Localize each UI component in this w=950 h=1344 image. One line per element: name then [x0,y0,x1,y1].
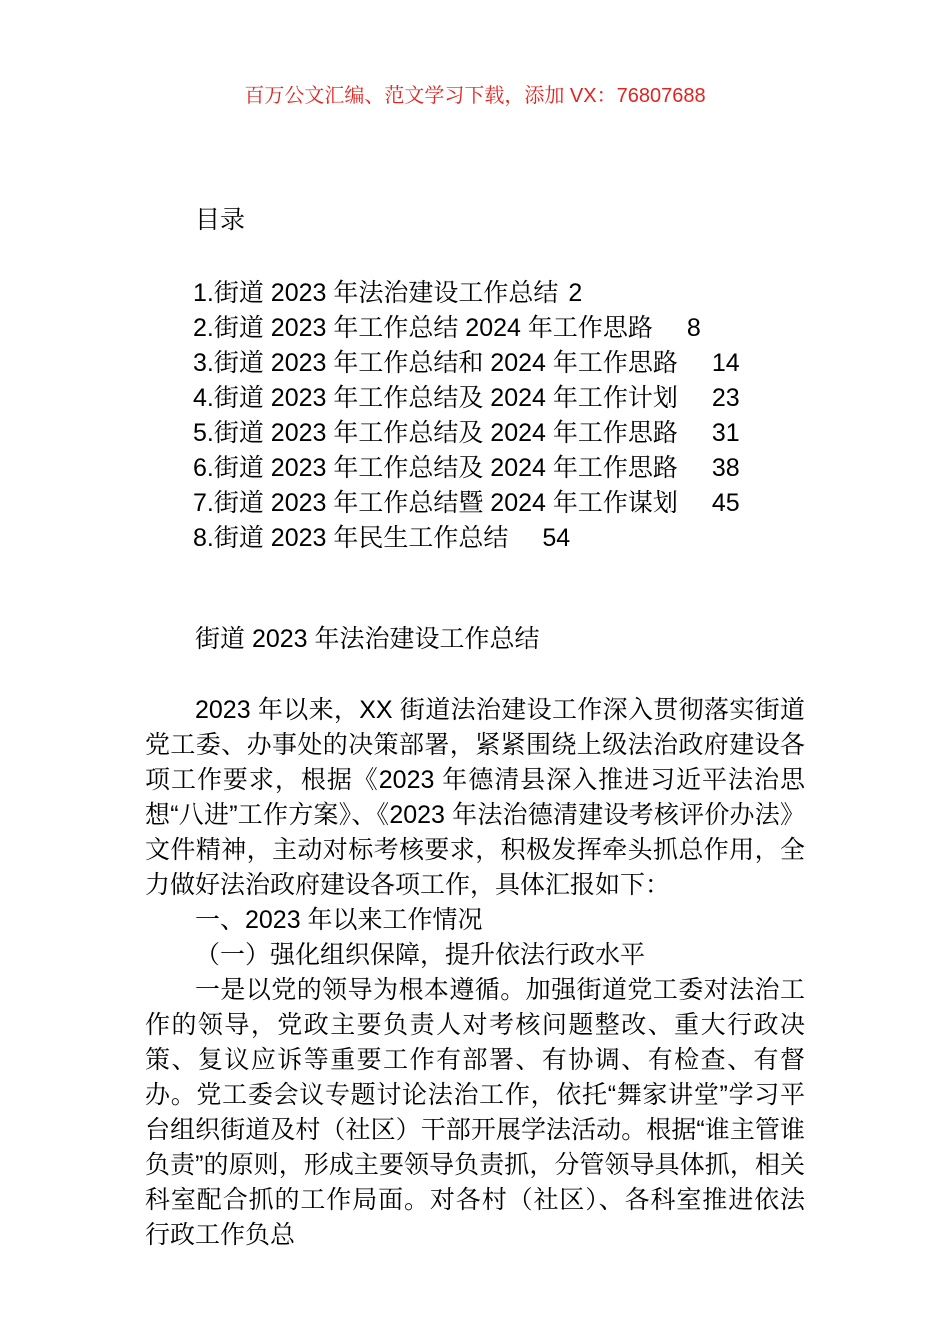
toc-entry-label: 4.街道 2023 年工作总结及 2024 年工作计划 [193,384,678,412]
toc-entry [145,381,805,416]
document-content [145,0,805,1253]
toc-entry [145,486,805,521]
toc-entry-page: 31 [711,419,740,447]
toc-entry [145,346,805,381]
body-paragraph: 一是以党的领导为根本遵循。加强街道党工委对法治工作的领导，党政主要负责人对考核问题整改、重大行政决策、复议应诉等重要工作有部署、有协调、有检查、有督办。党工委会议专题讨论法治工作，依托“舞家讲堂”学习平台组织街道及村（社区）干部开展学法活动。根据“谁主管谁负责”的原则，形成主要领导负责抓，分管领导具体抓，相关科室配合抓的工作局面。对各村（社区）、各科室推进依法行政工作负总 [145,976,805,1249]
toc-entry [145,276,805,311]
toc-entry-page: 8 [686,314,701,342]
toc-entry-label: 7.街道 2023 年工作总结暨 2024 年工作谋划 [193,489,678,517]
toc-entry-page: 23 [711,384,740,412]
document-title: 街道 2023 年法治建设工作总结 [195,625,540,653]
toc-entry-label: 2.街道 2023 年工作总结 2024 年工作思路 [193,314,653,342]
subsection-heading: （一）强化组织保障，提升依法行政水平 [195,941,646,969]
toc-entry [145,451,805,486]
toc-entry-page: 2 [568,279,583,307]
toc-entry-page: 45 [711,489,740,517]
section-heading: 一、2023 年以来工作情况 [195,906,483,934]
intro-paragraph: 2023 年以来，XX 街道法治建设工作深入贯彻落实街道党工委、办事处的决策部署，紧紧围绕上级法治政府建设各项工作要求，根据《2023 年德清县深入推进习近平法治思想“八进”工作方案》、《2023 年法治德清建设考核评价办法》文件精神，主动对标考核要求，积极发挥牵头抓总作用，全力做好法治政府建设各项工作，具体汇报如下： [145,696,805,899]
toc-entry-label: 6.街道 2023 年工作总结及 2024 年工作思路 [193,454,678,482]
toc-entry [145,311,805,346]
toc-entry-page: 14 [711,349,740,377]
toc-entry-label: 8.街道 2023 年民生工作总结 [193,524,509,552]
toc-entry [145,521,805,556]
toc-entry [145,416,805,451]
toc-entry-page: 54 [542,524,571,552]
toc-list [145,276,805,556]
toc-entry-label: 1.街道 2023 年法治建设工作总结 [193,279,559,307]
toc-entry-page: 38 [711,454,740,482]
toc-heading: 目录 [195,206,246,234]
header-notice: 百万公文汇编、范文学习下载，添加 VX：76807688 [244,85,706,107]
toc-entry-label: 3.街道 2023 年工作总结和 2024 年工作思路 [193,349,678,377]
toc-entry-label: 5.街道 2023 年工作总结及 2024 年工作思路 [193,419,678,447]
